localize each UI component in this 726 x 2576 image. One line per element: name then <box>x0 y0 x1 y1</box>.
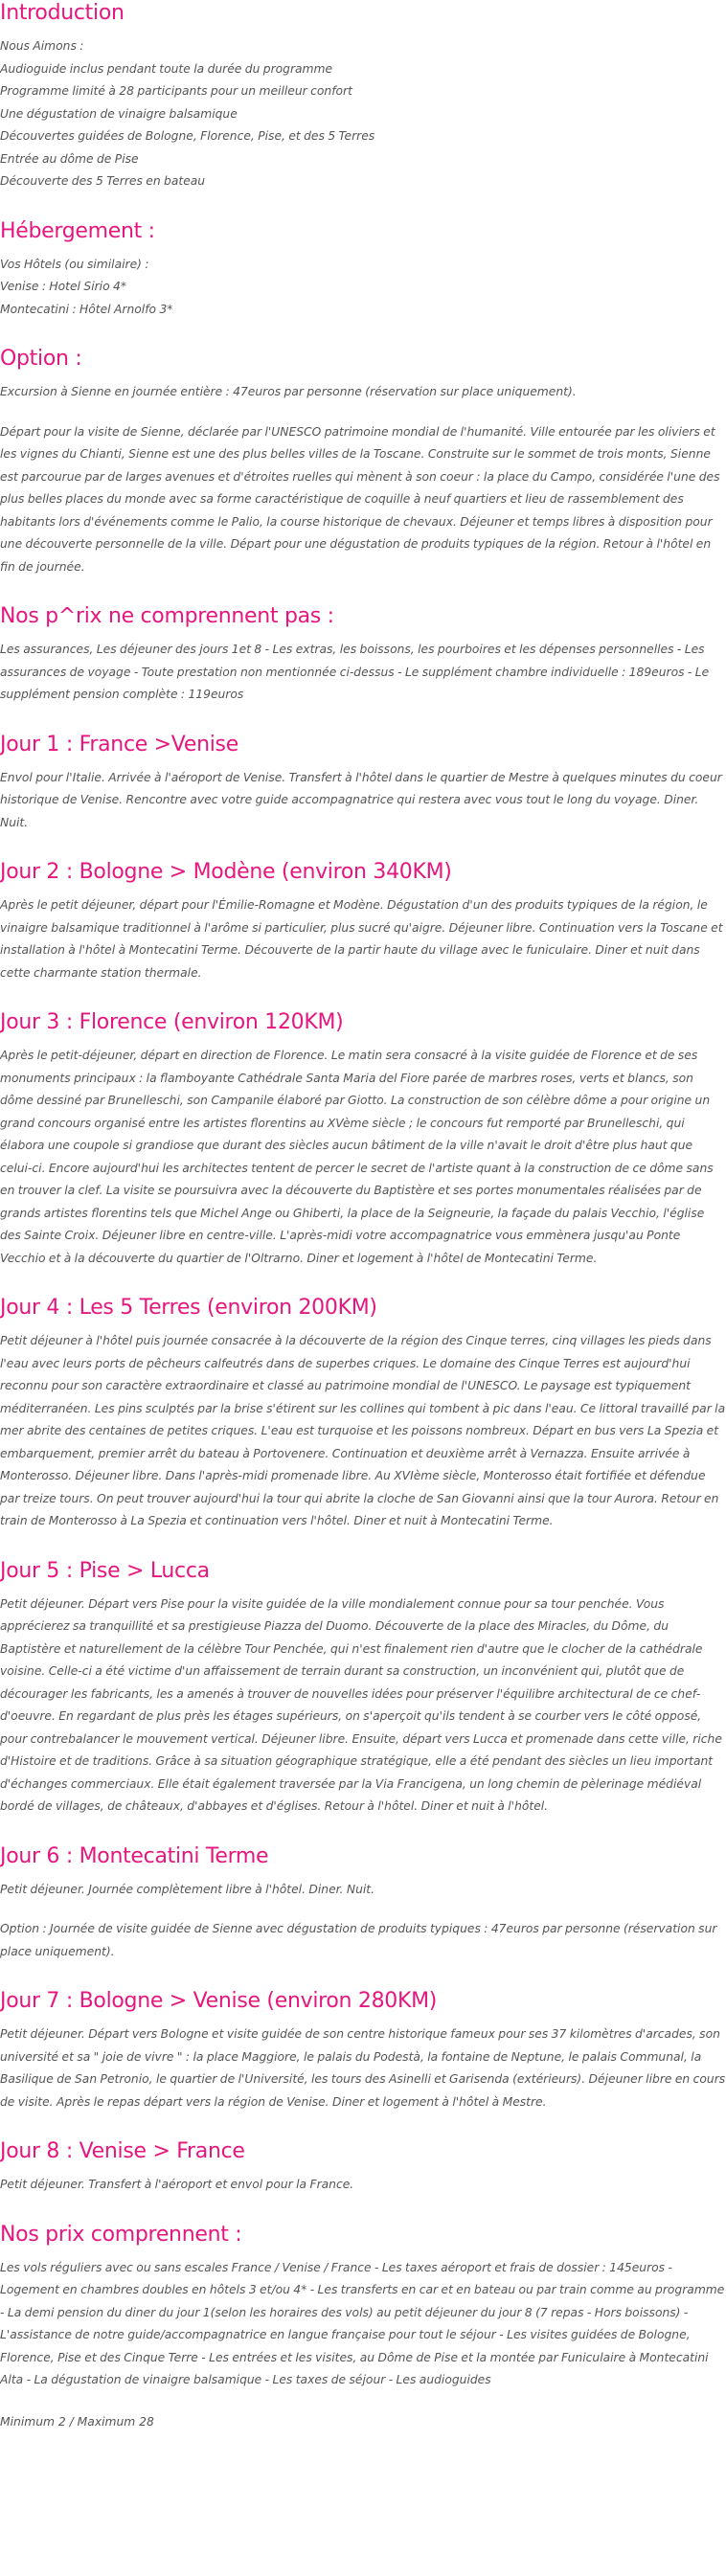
day-text: Petit déjeuner. Journée complètement libre à l'hôtel. Diner. Nuit. <box>0 1882 375 1896</box>
introduction-title: Introduction <box>0 1 125 25</box>
day-7-section <box>0 1988 726 2113</box>
day-title: Jour 5 : Pise > Lucca <box>0 1558 210 1583</box>
day-text: Envol pour l'Italie. Arrivée à l'aéroport de Venise. Transfert à l'hôtel dans le quartier de Mestre à quelques minutes du coeur historique de Venise. Rencontre avec votre guide accompagnatrice qui restera avec vous tout le long du voyage. Diner. Nuit. <box>0 770 722 829</box>
day-3-section <box>0 1009 726 1270</box>
participants-footer: Minimum 2 / Maximum 28 <box>0 2414 154 2429</box>
option-intro: Excursion à Sienne en journée entière : 47euros par personne (réservation sur place uniquement). <box>0 385 577 398</box>
option-title: Option : <box>0 347 82 371</box>
introduction-section <box>0 0 726 193</box>
hebergement-section <box>0 218 726 322</box>
day-1-section <box>0 732 726 835</box>
day-8-section <box>0 2138 726 2197</box>
introduction-line: Une dégustation de vinaigre balsamique <box>0 106 238 121</box>
day-2-section <box>0 859 726 984</box>
hebergement-line: Montecatini : Hôtel Arnolfo 3* <box>0 302 173 316</box>
introduction-line: Nous Aimons : <box>0 39 84 53</box>
option-section <box>0 346 726 578</box>
day-text: Petit déjeuner. Départ vers Pise pour la visite guidée de la ville mondialement connue pour sa tour penchée. Vous apprécierez sa tranquillité et sa prestigieuse Piazza del Duomo. Découverte de la place des Miracles, du Dôme, du Baptistère et naturellement de la célèbre Tour Penchée, qui n'est finalement rien d'autre que le clocher de la cathédrale voisine. Celle-ci a été victime d'un affaissement de terrain durant sa construction, un inconvénient qui, plutôt que de décourager les fabricants, les a amenés à trouver de nouvelles idées pour préserver l'équilibre architectural de ce chef-d'oeuvre. En regardant de plus près les étages supérieurs, on s'aperçoit qu'ils tendent à se courber vers le côté opposé, pour contrebalancer le mouvement vertical. Déjeuner libre. Ensuite, départ vers Lucca et promenade dans cette ville, riche d'Histoire et de traditions. Grâce à sa situation géographique stratégique, elle a été pendant des siècles un lieu important d'échanges commerciaux. Elle était également traversée par la Via Francigena, un long chemin de pèlerinage médiéval bordé de villages, de châteaux, d'abbayes et d'églises. Retour à l'hôtel. Diner et nuit à l'hôtel. <box>0 1596 722 1813</box>
hebergement-line: Vos Hôtels (ou similaire) : <box>0 257 149 271</box>
day-extra: Option : Journée de visite guidée de Sienne avec dégustation de produits typiques : 47euros par personne (réservation sur place uniquement). <box>0 1922 717 1958</box>
day-title: Jour 3 : Florence (environ 120KM) <box>0 1010 344 1034</box>
non-inclus-title: Nos p^rix ne comprennent pas : <box>0 604 334 628</box>
introduction-line: Programme limité à 28 participants pour un meilleur confort <box>0 84 352 98</box>
non-inclus-text: Les assurances, Les déjeuner des jours 1et 8 - Les extras, les boissons, les pourboires et les dépenses personnelles - Les assurances de voyage - Toute prestation non mentionnée ci-dessus - Le supplément chambre individuelle : 189euros - Le supplément pension complète : 119euros <box>0 643 710 701</box>
day-text: Petit déjeuner. Départ vers Bologne et visite guidée de son centre historique fameux pour ses 37 kilomètres d'arcades, son université et sa " joie de vivre " : la place Maggiore, le palais du Podestà, la fontaine de Neptune, le palais Communal, la Basilique de San Petronio, le quartier de l'Université, les tours des Asinelli et Garisenda (extérieurs). Déjeuner libre en cours de visite. Après le repas départ vers la région de Venise. Diner et logement à l'hôtel à Mestre. <box>0 2027 726 2109</box>
inclus-title: Nos prix comprennent : <box>0 2222 242 2247</box>
day-title: Jour 1 : France >Venise <box>0 732 238 757</box>
introduction-line: Audioguide inclus pendant toute la durée du programme <box>0 61 333 76</box>
day-5-section <box>0 1558 726 1819</box>
introduction-line: Découvertes guidées de Bologne, Florence, Pise, et des 5 Terres <box>0 129 375 143</box>
inclus-section <box>0 2222 726 2392</box>
hebergement-line: Venise : Hotel Sirio 4* <box>0 280 126 293</box>
day-title: Jour 7 : Bologne > Venise (environ 280KM) <box>0 1989 438 2013</box>
day-title: Jour 8 : Venise > France <box>0 2139 245 2163</box>
day-text: Petit déjeuner à l'hôtel puis journée consacrée à la découverte de la région des Cinque terres, cinq villages les pieds dans l'eau avec leurs ports de pêcheurs calfeutrés dans de superbes criques. Le domaine des Cinque Terres est aujourd'hui reconnu pour son caractère extraordinaire et classé au patrimoine mondial de l'UNESCO. Le paysage est typiquement méditerranéen. Les pins sculptés par la brise s'étirent sur les collines qui tombent à pic dans l'eau. Ce littoral travaillé par la mer abrite des centaines de petites criques. L'eau est turquoise et les poissons nombreux. Départ en bus vers La Spezia et embarquement, premier arrêt du bateau à Portovenere. Continuation et deuxième arrêt à Vernazza. Ensuite arrivée à Monterosso. Déjeuner libre. Dans l'après-midi promenade libre. Au XVIème siècle, Monterosso était fortifiée et défendue par treize tours. On peut trouver aujourd'hui la tour qui abrite la cloche de San Giovanni ainsi que la tour Aurora. Retour en train de Monterosso à La Spezia et continuation vers l'hôtel. Diner et nuit à Montecatini Terme. <box>0 1334 726 1527</box>
day-text: Après le petit-déjeuner, départ en direction de Florence. Le matin sera consacré à la visite guidée de Florence et de ses monuments principaux : la flamboyante Cathédrale Santa Maria del Fiore parée de marbres roses, verts et blancs, son dôme dessiné par Brunelleschi, son Campanile élaboré par Giotto. La construction de son célèbre dôme a pour origine un grand concours organisé entre les artistes florentins au XVème siècle ; le concours fut remporté par Brunelleschi, qui élabora une coupole si grandiose que durant des siècles aucun bâtiment de la ville n'avait le droit d'être plus haut que celui-ci. Encore aujourd'hui les architectes tentent de percer le secret de l'artiste quant à la construction de ce dôme sans en trouver la clef. La visite se poursuivra avec la découverte du Baptistère et ses portes monumentales réalisées par de grands artistes florentins tels que Michel Ange ou Ghiberti, la place de la Seigneurie, la façade du palais Vecchio, l'église des Sainte Croix. Déjeuner libre en centre-ville. L'après-midi votre accompagnatrice vous emmènera jusqu'au Ponte Vecchio et à la découverte du quartier de l'Oltrarno. Diner et logement à l'hôtel de Montecatini Terme. <box>0 1049 714 1265</box>
non-inclus-section <box>0 603 726 707</box>
day-title: Jour 4 : Les 5 Terres (environ 200KM) <box>0 1296 377 1320</box>
introduction-line: Entrée au dôme de Pise <box>0 151 139 166</box>
day-6-section <box>0 1843 726 1964</box>
day-title: Jour 2 : Bologne > Modène (environ 340KM) <box>0 860 452 884</box>
introduction-line: Découverte des 5 Terres en bateau <box>0 174 206 188</box>
day-4-section <box>0 1295 726 1533</box>
day-text: Petit déjeuner. Transfert à l'aéroport et envol pour la France. <box>0 2178 354 2191</box>
day-text: Après le petit déjeuner, départ pour l'Émilie-Romagne et Modène. Dégustation d'un des produits typiques de la région, le vinaigre balsamique traditionnel à l'arôme si particulier, plus sucré qu'aigre. Déjeuner libre. Continuation vers la Toscane et installation à l'hôtel à Montecatini Terme. Découverte de la partir haute du village avec le funiculaire. Diner et nuit dans cette charmante station thermale. <box>0 898 723 980</box>
option-text: Départ pour la visite de Sienne, déclarée par l'UNESCO patrimoine mondial de l'humanité. Ville entourée par les oliviers et les vignes du Chianti, Sienne est une des plus belles villes de la Toscane. Construite sur le sommet de trois monts, Sienne est parcourue par de larges avenues et d'étroites ruelles qui mènent à son coeur : la place du Campo, considérée l'une des plus belles places du monde avec sa forme caractéristique de coquille à neuf quartiers et lieu de rassemblement des habitants lors d'événements comme le Palio, la course historique de chevaux. Déjeuner et temps libres à disposition pour une découverte personnelle de la ville. Départ pour une dégustation de produits typiques de la région. Retour à l'hôtel en fin de journée. <box>0 424 720 574</box>
inclus-text: Les vols réguliers avec ou sans escales France / Venise / France - Les taxes aéroport et frais de dossier : 145euros - Logement en chambres doubles en hôtels 3 et/ou 4* - Les transferts en car et en bateau ou par train comme au programme - La demi pension du diner du jour 1(selon les horaires des vols) au petit déjeuner du jour 8 (7 repas - Hors boissons) - L'assistance de notre guide/accompagnatrice en langue française pour tout le séjour - Les visites guidées de Bologne, Florence, Pise et des Cinque Terre - Les entrées et les visites, au Dôme de Pise et la montée par Funiculaire à Montecatini Alta - La dégustation de vinaigre balsamique - Les taxes de séjour - Les audioguides <box>0 2260 725 2386</box>
hebergement-title: Hébergement : <box>0 218 155 243</box>
day-title: Jour 6 : Montecatini Terme <box>0 1843 269 1868</box>
